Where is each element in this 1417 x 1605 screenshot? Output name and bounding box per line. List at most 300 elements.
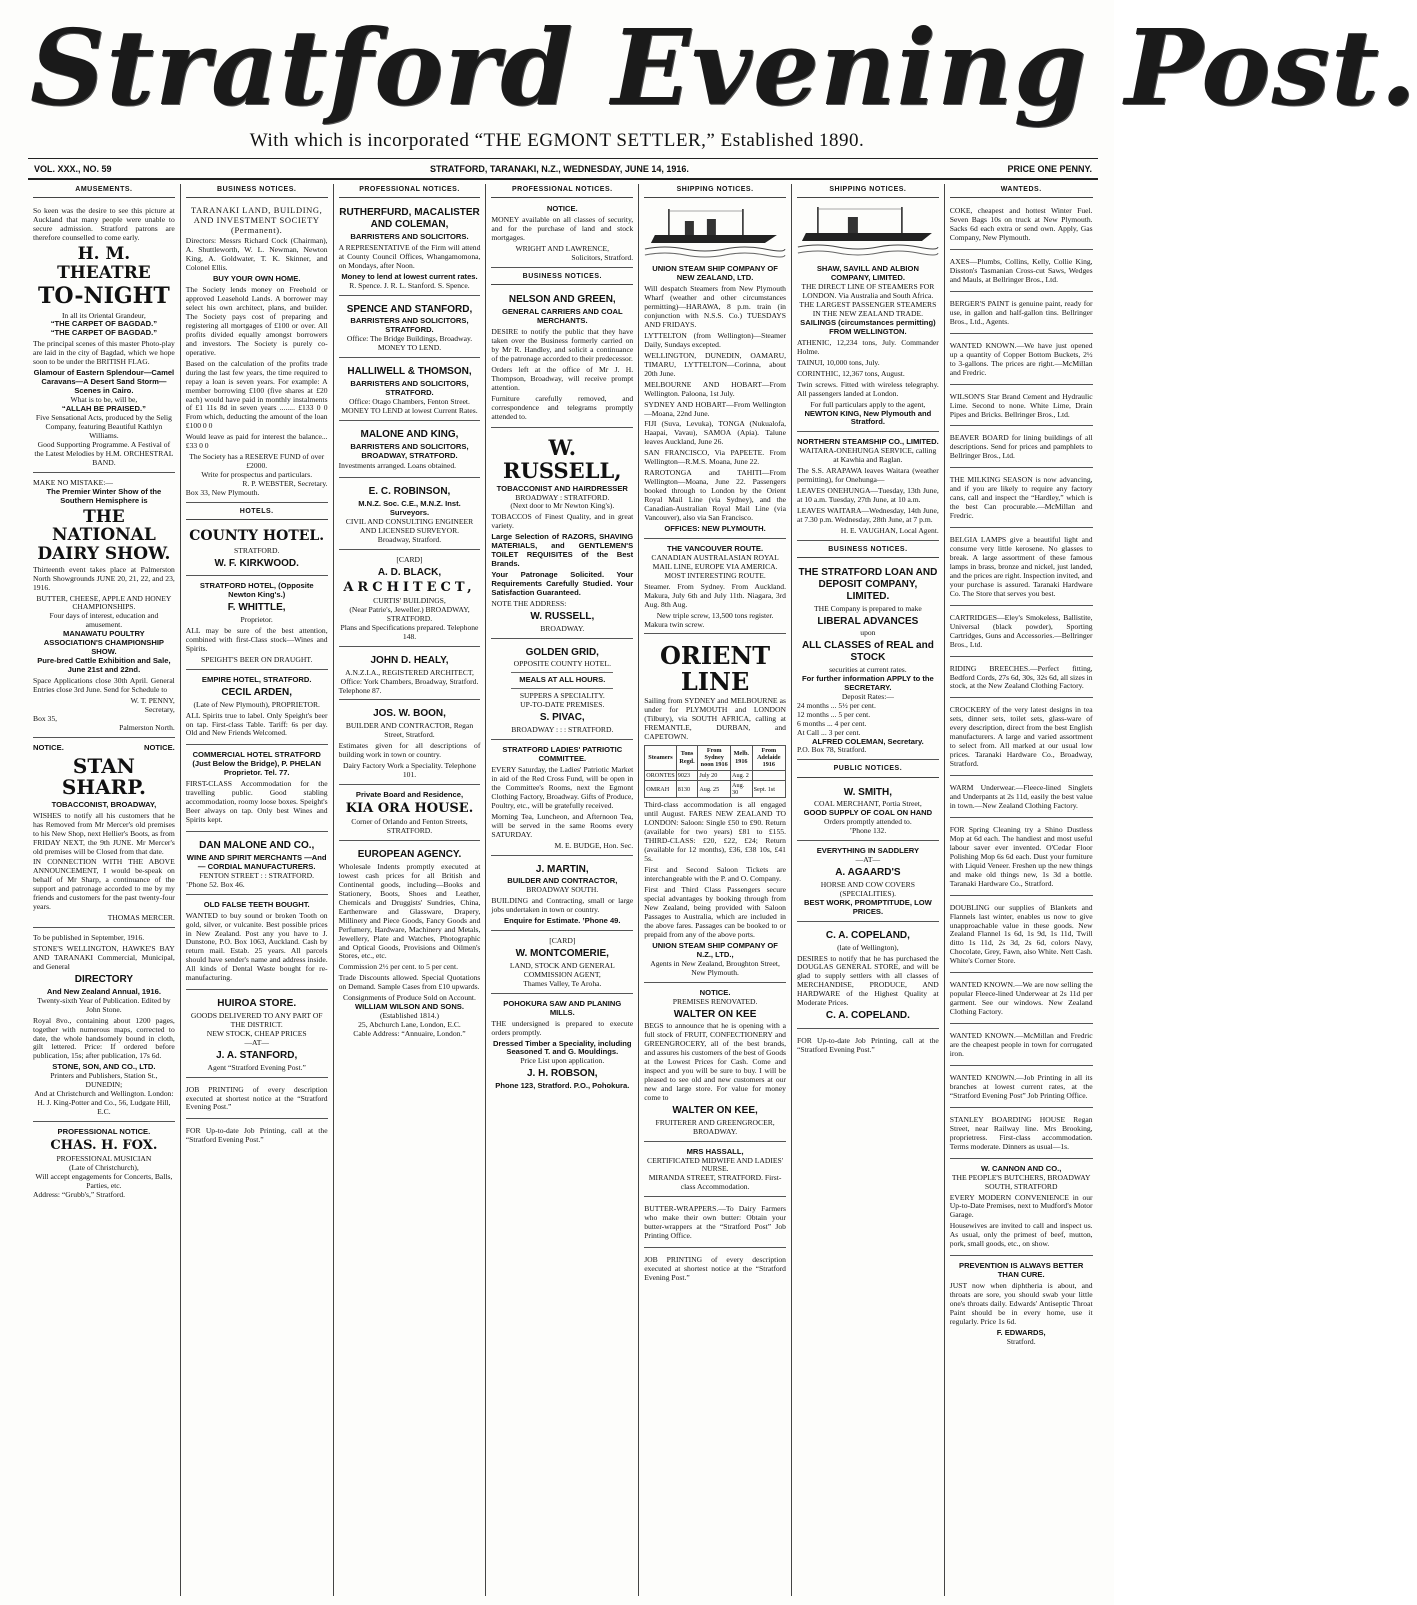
ad-shaw-savill [797,202,939,432]
edwards-town: Stratford. [1006,1336,1036,1346]
section-header-professional-2: PROFESSIONAL NOTICES. [491,184,633,198]
halliwell-money: MONEY TO LEND at lowest Current Rates. [341,405,478,415]
walter-trade: FRUITERER AND GREENGROCER, BROADWAY. [655,1117,775,1136]
spence-stanford-money: MONEY TO LEND. [377,343,442,353]
ad-theatre [33,202,175,472]
stratford-hotel-owner: F. WHITTLE, [227,602,286,614]
society-secretary: R. P. WEBSTER, Secretary. [242,479,328,489]
boon-estimates: Estimates given for all descriptions of building work in town or country. [338,741,481,760]
ad-spence-stanford [339,299,481,359]
stanley-text: STANLEY BOARDING HOUSE Regan Street, near Railway line. Mrs Brooking, proprietress. First-class accommodation. Terms moderate. Dinners as usual—1s. [949,1114,1093,1151]
martin-role: BUILDER AND CONTRACTOR, [507,876,618,886]
mills-timber: Dressed Timber a Speciality, including Seasoned T. and G. Mouldings. [493,1038,632,1057]
russell-tobaccos: TOBACCOS of Finest Quality, and in great variety. [491,512,634,531]
partners-names: R. Spence. J. R. L. Stanford. S. Spence. [349,280,470,290]
spence-stanford-role: BARRISTERS AND SOLICITORS, STRATFORD. [350,316,469,335]
ad-berger [950,295,1093,334]
boon-speciality: Dairy Factory Work a Speciality. Telephone 101. [342,761,477,780]
tonight-heading: TO-NIGHT [37,283,170,310]
ad-montcomerie [491,934,633,994]
society-terms: The Society lends money on Freehold or approved Leasehold Lands. A borrower may select his own architect, plans, and builder. The Society pays cost of preparing and registering all mortgages of £100 or over. All profits divided equally amongst borrowers and investors. The Society is purely co-operative. [185,285,328,357]
renovated-heading: PREMISES RENOVATED. [672,996,758,1006]
film-title-repeat: “THE CARPET OF BAGDAD.” [50,328,158,338]
montcomerie-role: LAND, STOCK AND GENERAL COMMISSION AGENT, [509,960,615,979]
ad-wanted-iron [950,1027,1093,1066]
stan-sharp-title: STAN SHARP. [61,753,146,799]
directory-annual: And New Zealand Annual, 1916. [46,986,161,996]
mills-name: POHOKURA SAW AND PLANING MILLS. [503,998,622,1017]
ad-throat-paint [950,1259,1093,1351]
ad-smith-coal [797,782,939,842]
agency-firm: WILLIAM WILSON AND SONS. [355,1002,464,1012]
cannon-name: W. CANNON AND CO., [981,1163,1062,1173]
ad-dan-malone [186,835,328,895]
milking-text: THE MILKING SEASON is now advancing, and if you are likely to require any factory cans, call and inspect the “Hardley,” which is the best Can procurable.—McMillan and Fredric. [949,475,1093,521]
poultry-show: MANAWATU POULTRY ASSOCIATION'S CHAMPIONSHIP SHOW. [43,629,165,657]
russell-location: (Next door to Mr Newton King's). [510,501,615,511]
section-header-business-2: BUSINESS NOTICES. [491,271,633,285]
ad-blankets [950,899,1093,974]
hassall-address: MIRANDA STREET, STRATFORD. First-class Accommodation. [648,1173,782,1192]
ad-golden-grid [491,642,633,740]
film-line: In all its Oriental Grandeur, [61,310,146,320]
ad-russell [491,431,633,638]
copeland-signature: C. A. COPELAND. [825,1010,910,1022]
beaver-text: BEAVER BOARD for lining buildings of all descriptions. Send for prices and pamphlets to Bellringer Bros., Ltd. [949,433,1093,461]
mercer-signature: THOMAS MERCER. [107,913,175,923]
loan-box: P.O. Box 78, Stratford. [796,745,867,755]
notice-heading-2: NOTICE. [699,987,731,997]
boon-role: BUILDER AND CONTRACTOR, Regan Street, Stratford. [345,721,474,740]
route-lyttelton: LYTTELTON (from Wellington)—Steamer Daily, Sundays excepted. [644,330,786,349]
nelson-furniture: Furniture carefully removed, and correspondence and telegrams promptly attended to. [491,393,634,421]
column-wanteds [945,184,1098,1596]
robinson-qualifications: M.N.Z. Soc. C.E., M.N.Z. Inst. Surveyors. [358,499,461,518]
union-company: UNION STEAM SHIP COMPANY OF NEW ZEALAND, LTD. [652,264,778,283]
job-printing-text-4: FOR Up-to-date Job Printing, call at the “Stratford Evening Post.” [796,1036,939,1054]
loan-classes: ALL CLASSES of REAL and STOCK [801,640,934,664]
deposit-rate: 24 months ... 5½ per cent. [796,700,876,710]
russell-razors: Large Selection of RAZORS, SHAVING MATERIALS, and GENTLEMEN'S TOILET REQUISITES of the Best Brands. [491,532,634,569]
table-header: Melb. 1916 [731,745,753,770]
russell-note: NOTE THE ADDRESS: [491,598,567,608]
ad-northern-steamship [797,435,939,541]
huiroa-at: —AT— [244,1037,269,1047]
malone-king-name: MALONE AND KING, [360,428,459,440]
ladies-tea: Morning Tea, Luncheon, and Afternoon Tea, will be served in the same Rooms every SATURDAY. [491,811,634,839]
blankets-text: DOUBLING our supplies of Blankets and Flannels last winter, enables us now to give unapproachable value in these goods. New Zealand Flannel 1s 6d, 1s 9d, 1s 11d, Twill ditto 1s 11d, 2s 3d, 2s 6d, colors Navy, Chocolate, Grey, Fawn, also White. Nett Cash. White's Corner Store. [949,902,1093,966]
printing-text: WANTED KNOWN.—Job Printing in all its branches at lowest current rates, at the “Stratford Evening Post” Job Printing Office. [949,1072,1093,1100]
directory-heading: DIRECTORY [74,973,134,985]
steamship-illustration [644,207,786,259]
cannon-role: THE PEOPLE'S BUTCHERS, BROADWAY SOUTH, STRATFORD [951,1172,1091,1191]
hassall-name: MRS HASSALL, [686,1146,744,1156]
money-text: MONEY available on all classes of security, and for the purchase of land and stock mortgages. [491,215,634,243]
ad-european-agency [339,844,481,1043]
kia-ora-name: KIA ORA HOUSE. [345,800,474,816]
huiroa-name: HUIROA STORE. [217,998,297,1010]
secretary-title: Secretary, [144,704,175,714]
nelson-text: DESIRE to notify the public that they have taken over the Business formerly carried on by Mr R. Handley, and solicit a continuance of the patronage accorded to their predecessor. [491,326,634,363]
musician-title: PROFESSIONAL MUSICIAN [56,1154,152,1164]
card-label: [CARD] [396,555,423,564]
teeth-heading: OLD FALSE TEETH BOUGHT. [203,899,310,909]
orient-interchange: First and Second Saloon Tickets are interchangeable with the P. and O. Company. [644,865,786,884]
golden-grid-owner: S. PIVAC, [539,712,585,724]
deposit-heading: Deposit Rates:— [841,691,894,701]
table-cell: 9023 [676,770,698,780]
vancouver-triple: New triple screw, 13,500 tons register. [656,610,774,620]
black-name: A. D. BLACK, [377,566,442,578]
ad-healy [339,650,481,701]
golden-grid-name: GOLDEN GRID, [525,646,599,658]
table-header: Steamers [645,745,677,770]
route-san-francisco: SAN FRANCISCO, Via PAPEETE. From Wellington—R.M.S. Moana, June 22. [644,448,786,467]
spence-stanford-office: Office: The Bridge Buildings, Broadway. [346,334,473,344]
volume-number: VOL. XXX., NO. 59 [34,163,112,174]
shaw-agent: NEWTON KING, New Plymouth and Stratford. [804,408,932,427]
shaw-particulars: For full particulars apply to the agent, [810,399,926,409]
ad-black [339,553,481,647]
ad-malone-king [339,424,481,479]
dairy-show-title: THE NATIONAL DAIRY SHOW. [37,506,171,564]
healy-office: Office: York Chambers, Broadway, Stratford. [340,676,479,686]
nelson-role: GENERAL CARRIERS AND COAL MERCHANTS. [501,307,623,325]
ad-musician [33,1125,175,1204]
ad-spring-cleaning [950,821,1093,896]
column-amusements [28,184,181,1596]
agency-established: (Established 1814.) [379,1011,440,1021]
golden-grid-suppers: SUPPERS A SPECIALITY. [519,691,605,701]
section-header-shipping: SHIPPING NOTICES. [644,184,786,198]
table-header-row [645,745,786,770]
halliwell-name: HALLIWELL & THOMSON, [347,366,472,378]
golden-grid-location: OPPOSITE COUNTY HOTEL. [513,659,611,669]
spring-text: FOR Spring Cleaning try a Shino Dustless Mop at 6d each. The handiest and most useful labour saver ever invented. O'Cedar Floor Polishing Mop 6s 6d each. Dust your furniture with Liquid Veneer. Freshen up the new things and make old things new, 1s 3d a bottle. Taranaki Hardware Co., Stratford. [949,824,1093,888]
boon-name: JOS. W. BOON, [373,708,446,720]
ad-kia-ora [339,788,481,841]
dateline-bar [28,158,1098,180]
copeland-origin: (late of Wellington), [837,942,899,952]
orient-line-title: ORIENT LINE [660,641,771,696]
section-header-professional: PROFESSIONAL NOTICES. [339,184,481,198]
halliwell-role: BARRISTERS AND SOLICITORS, STRATFORD. [350,378,469,397]
society-directors: Directors: Messrs Richard Cock (Chairman), A. Shuttleworth, W. L. Newman, Newton King, A. Goldwater, T. K. Skinner, and Colonel Ellis. [185,236,328,273]
fleece-text: WANTED KNOWN.—We are now selling the popular Fleece-lined Underwear at 2s 11d per garment. See our windows. New Zealand Clothing Factory. [949,980,1093,1017]
russell-address-2: BROADWAY. [540,623,585,633]
walter-name: WALTER ON KEE [673,1008,757,1020]
ad-butter-wrappers [644,1200,786,1248]
ad-robinson [339,481,481,550]
orient-advantages: First and Third Class Passengers secure special advantages by booking through from New Zealand, being provided with Saloon Passages to Australia, which are included in the above fares. Passages can be booked to or prepaid from any of the above ports. [644,885,786,939]
theatre-name: H. M. THEATRE [57,244,151,283]
iron-text: WANTED KNOWN.—McMillan and Fredric are the cheapest people in town for corrugated iron. [949,1031,1093,1059]
table-cell: July 20 [698,770,731,780]
table-header: Tons Regd. [676,745,698,770]
ad-money-available [491,202,633,268]
shaw-direct: THE DIRECT LINE OF STEAMERS FOR LONDON. Via Australia and South Africa. [801,282,935,301]
martin-name: J. MARTIN, [535,863,589,875]
loan-secretary: ALFRED COLEMAN, Secretary. [812,736,924,746]
route-rarotonga: RAROTONGA and TAHITI—From Wellington—Moana, June 22. Passengers booked through to London by the Orient Royal Mail Line (via Sydney), and the Canadian-Australian Royal Mail Line (via Vancouver), also via San Francisco. [644,468,786,522]
deposit-rate: 6 months ... 4 per cent. [796,718,867,728]
empire-hotel-text: ALL Spirits true to label. Only Speight's beer on tap. First-class Table. Tariff: 6s per day. Old and New Friends Welcomed. [185,710,328,738]
malone-trade: WINE AND SPIRIT MERCHANTS —And— CORDIAL MANUFACTURERS. [186,852,327,871]
hassall-role: CERTIFICATED MIDWIFE AND LADIES' NURSE. [647,1155,784,1174]
society-title: TARANAKI LAND, BUILDING, AND INVESTMENT SOCIETY (Permanent). [191,205,323,236]
film-acts: Five Sensational Acts, produced by the Selig Company, featuring Beautiful Kathlyn Williams. [35,413,172,440]
nelson-name: NELSON AND GREEN, [508,294,616,306]
route-melbourne: MELBOURNE AND HOBART—From Wellington. Paloona, 1st July. [644,379,786,398]
ad-stratford-hotel [186,579,328,669]
steamship-illustration [797,207,939,259]
directory-year: Twenty-sixth Year of Publication. Edited by John Stone. [37,995,171,1014]
shaw-sailings: SAILINGS (circumstances permitting) FROM WELLINGTON. [800,317,936,336]
notice-right: NOTICE. [143,742,175,752]
robinson-name: E. C. ROBINSON, [368,486,451,498]
martin-phone: Enquire for Estimate. ’Phone 49. [504,916,621,926]
table-row [645,780,786,798]
huiroa-goods: GOODS DELIVERED TO ANY PART OF THE DISTRICT. [190,1011,323,1029]
table-header: From Sydney noon 1916 [698,745,731,770]
ad-warm-underwear [950,779,1093,818]
section-header-business: BUSINESS NOTICES. [186,184,328,198]
agency-trade: Trade Discounts allowed. Special Quotations on Demand. Sample Cases from £10 upwards. [338,973,481,992]
mills-price: Price List upon application. [520,1056,605,1066]
musician-address: Address: “Grubb's,” Stratford. [33,1190,126,1200]
ad-martin [491,859,633,932]
northern-onehunga: LEAVES ONEHUNGA—Tuesday, 13th June, at 10 a.m. Tuesday, 27th June, at 10 a.m. [796,486,939,505]
secretary-town: Palmerston North. [119,722,175,732]
table-cell: ORONTES [646,771,675,779]
film-scenes: Glamour of Eastern Splendour—Camel Caravans—A Desert Sand Storm—Scenes in Cairo. [33,368,175,396]
shaw-twin: Twin screws. Fitted with wireless telegraphy. All passengers landed at London. [796,379,939,398]
halliwell-office: Office: Otago Chambers, Fenton Street. [349,396,470,406]
ad-job-printing-2 [186,1122,328,1151]
huiroa-agent: Agent “Stratford Evening Post.” [207,1062,306,1072]
golden-grid-address: BROADWAY : : : STRATFORD. [511,725,614,735]
deposit-rate: At Call ... 3 per cent. [796,727,861,737]
golden-grid-meals: MEALS AT ALL HOURS. [519,675,606,685]
wright-role: Solicitors, Stratford. [571,253,634,263]
loan-prepared: THE Company is prepared to make [814,603,922,613]
film-quote: What is to be, will be, [70,395,138,405]
healy-role: A.N.Z.I.A., REGISTERED ARCHITECT, [345,667,474,677]
kia-ora-town: STRATFORD. [386,826,433,836]
ship-corinthic: CORINTHIC, 12,367 tons, August. [796,368,905,378]
union-despatch: Will despatch Steamers from New Plymouth Wharf (weather and other circumstances permitting)—HARAWA, 8 p.m. train (in conjunction with N.S.S. Co.) TUESDAYS AND FRIDAYS. [644,284,786,329]
ad-cannon-butchers [950,1162,1093,1257]
ad-belgia-lamps [950,531,1093,606]
secretary-box: Box 35, [33,713,58,723]
stratford-hotel-beer: SPEIGHT'S BEER ON DRAUGHT. [201,654,313,664]
mills-owner: J. H. ROBSON, [527,1068,598,1080]
nelson-orders: Orders left at the office of Mr J. H. Thompson, Broadway, will receive prompt attention. [491,364,634,392]
ad-job-printing-3 [644,1251,786,1289]
stratford-hotel-name: STRATFORD HOTEL, (Opposite Newton King's.) [199,581,314,600]
intro-text: So keen was the desire to see this picture at Auckland that many people were unable to secure admission. Stratford patrons are therefore counselled to come early. [33,206,175,243]
loan-apply: For further information APPLY to the SECRETARY. [801,673,934,692]
loan-securities: securities at current rates. [829,664,907,674]
ad-job-printing [186,1081,328,1120]
section-header-wanteds: WANTEDS. [950,184,1093,198]
loan-upon: upon [860,628,876,638]
russell-address: BROADWAY : STRATFORD. [515,492,610,502]
cattle-sale: Pure-bred Cattle Exhibition and Sale, June 21st and 22nd. [37,656,171,675]
ad-copeland [797,925,939,1029]
masthead-title: Stratford Evening Post. [30,6,1417,129]
vancouver-line: CANADIAN AUSTRALASIAN ROYAL MAIL LINE, EUROPE VIA AMERICA. MOST INTERESTING ROUTE. [651,552,779,580]
smith-phone: ’Phone 132. [849,826,887,836]
vancouver-title: THE VANCOUVER ROUTE. [667,543,764,553]
deposit-rate: 12 months ... 5 per cent. [796,709,871,719]
society-reserve: The Society has a RESERVE FUND of over £2000. [189,452,325,471]
ad-cartridges [950,609,1093,657]
agency-commission: Commission 2½ per cent. to 5 per cent. [338,962,458,972]
section-header-hotels: HOTELS. [186,506,328,520]
mills-text: THE undersigned is prepared to execute orders promptly. [491,1018,634,1037]
cannon-housewives: Housewives are invited to call and inspect us. As usual, only the primest of beef, mutton, pork, small goods, etc., on show. [949,1221,1093,1249]
ad-job-printing-4 [797,1032,939,1061]
table-header: From Adelaide 1916 [752,745,785,770]
copeland-name: C. A. COPELAND, [825,929,910,941]
ad-commercial-hotel [186,748,328,832]
ad-huiroa-store [186,993,328,1077]
ladies-heading: STRATFORD LADIES' PATRIOTIC COMMITTEE. [502,745,623,763]
teeth-text: WANTED to buy sound or broken Tooth on gold, silver, or vulcanite. Best possible prices in New Zealand. Post any you have to J. Dunstone, P.O. Box 1063, Auckland. Cash by return mail. Estab. 25 years. All parcels should have sender's name and address inside. All kinds of Dental Waste bought for re-manufacturing. [185,910,328,983]
ad-union-steam [644,202,786,539]
musician-name: CHAS. H. FOX. [50,1138,158,1154]
section-header-shipping-2: SHIPPING NOTICES. [797,184,939,198]
loan-advances: LIBERAL ADVANCES [817,615,919,627]
black-phone: Plans and Specifications prepared. Telephone 148. [340,622,479,641]
notice-heading: NOTICE. [546,204,578,214]
agaard-at: —AT— [855,855,881,865]
buckets-text: WANTED KNOWN.—We have just opened up a quantity of Copper Bottom Buckets, 2½ to 3-gallons. The prices are right.—McMillan and Fredric. [949,340,1093,377]
walter-text: BEGS to announce that he is opening with a full stock of FRUIT, CONFECTIONERY and GREENGROCERY, all of the best brands, and assures his customers of the best of Goods at the Lowest Prices for Cash. Come and inspect and you will be sure to buy. I will be pleased to see old and new customers at our new and large store. For value for money come to [644,1021,786,1102]
premier-line: The Premier Winter Show of the Southern Hemisphere is [46,486,162,505]
rutherfurd-name: RUTHERFURD, MACALISTER AND COLEMAN, [339,207,480,231]
show-interest: Four days of interest, education and amusement. [49,611,159,630]
shaw-company: SHAW, SAVILL AND ALBION COMPANY, LIMITED. [816,264,919,283]
directory-title: STONE'S WELLINGTON, HAWKE'S BAY AND TARANAKI Commercial, Municipal, and General [33,944,175,972]
job-printing-text-2: FOR Up-to-date Job Printing, call at the “Stratford Evening Post.” [185,1126,328,1145]
society-example: Based on the calculation of the profits trade during the last few years, the time required to repay a loan is seven years. For example: A member borrowing £100 (five shares at £20 each) would have paid in monthly instalments of £1 11s 8d in seven years ........ £133 0 0 From which, deducting the amount of the loan £100 0 0 [185,358,328,431]
prevention-heading: PREVENTION IS ALWAYS BETTER THAN CURE. [959,1261,1084,1280]
agency-cable: Cable Address: “Annuaire, London.” [353,1029,466,1039]
northern-waitara: LEAVES WAITARA—Wednesday, 14th June, at 7.30 p.m. Wednesday, 28th June, at 7 p.m. [796,506,939,525]
show-dates: Thirteenth event takes place at Palmerston North Showgrounds JUNE 20, 21, 22, and 23, 1916. [33,564,175,592]
russell-role: TOBACCONIST AND HAIRDRESSER [496,483,628,493]
malone-address: FENTON STREET : : STRATFORD. [199,870,315,880]
orient-schedule-table [644,745,786,799]
huiroa-owner: J. A. STANFORD, [216,1049,298,1061]
rutherfurd-role: BARRISTERS AND SOLICITORS. [350,231,469,241]
agency-consignments: Consignments of Produce Sold on Account. [343,993,476,1003]
job-printing-text-3: JOB PRINTING of every description executed at shortest notice at the “Stratford Evening Post.” [644,1255,786,1283]
underwear-text: WARM Underwear.—Fleece-lined Singlets and Underpants at 2s 11d, easily the best value in town.—New Zealand Clothing Factory. [949,783,1093,810]
ad-stanley-boarding [950,1111,1093,1159]
issue-price: PRICE ONE PENNY. [1007,163,1092,174]
wright-name: WRIGHT AND LAWRENCE, [515,244,610,254]
vancouver-twin: Makura twin screw. [644,619,705,629]
county-hotel-name: COUNTY HOTEL. [189,528,325,545]
mercer-notice: IN CONNECTION WITH THE ABOVE ANNOUNCEMENT, I would be-speak on behalf of Mr Sharp, a continuance of the support and patronage accorded to me by my friends and customers for the past twenty-four years. [33,857,175,912]
spence-stanford-name: SPENCE AND STANFORD, [346,303,473,315]
agaard-heading: EVERYTHING IN SADDLERY [816,846,920,856]
copeland-text: DESIRES to notify that he has purchased the DOUGLAS GENERAL STORE, and will be glad to supply settlers with all classes of MERCHANDISE, PRODUCE, AND HARDWARE of the Highest Quality at Moderate Prices. [796,953,939,1008]
black-building: CURTIS' BUILDINGS, [373,596,446,606]
smith-role: COAL MERCHANT, Portia Street, [813,799,922,809]
route-fiji: FIJI (Suva, Levuka), TONGA (Nukualofa, Haapai, Vavau), SAMOA (Apia). Talune leaves Auckland, June 26. [644,419,786,447]
ad-coke [950,202,1093,250]
ad-beaver-board [950,429,1093,468]
ad-wanted-printing [950,1069,1093,1108]
ad-hassall [644,1145,786,1198]
martin-text: BUILDING and Contracting, small or large jobs undertaken in town or country. [491,896,634,915]
notice-row [33,744,175,753]
rutherfurd-text: A REPRESENTATIVE of the Firm will attend at County Council Offices, Whangamomona, on Mondays, after Noon. [338,242,481,270]
shaw-largest: THE LARGEST PASSENGER STEAMERS IN THE NEW ZEALAND TRADE. [799,300,937,318]
ad-wanted-fleece [950,976,1093,1024]
section-header-business-3: BUSINESS NOTICES. [797,544,939,558]
directory-published: To be published in September, 1916. [33,933,145,943]
ad-nelson-green [491,289,633,428]
kia-ora-address: Corner of Orlando and Fenton Streets, [351,817,468,827]
healy-name: JOHN D. HEALY, [370,654,449,666]
section-header-amusements: AMUSEMENTS. [33,184,175,198]
musician-origin: (Late of Christchurch), [69,1163,139,1173]
commercial-hotel-name: COMMERCIAL HOTEL STRATFORD (Just Below the Bridge), P. PHELAN Proprietor. Tel. 77. [192,750,321,778]
directory-publisher: STONE, SON, AND CO., LTD. [52,1062,156,1072]
ad-axes [950,253,1093,292]
table-cell: 8130 [676,780,698,798]
society-write: Write for prospectus and particulars. [201,470,313,480]
coke-text: COKE, cheapest and hottest Winter Fuel. Seven Bags 10s on truck at New Plymouth. Sacks 6d each extra or send own. Apply, Gas Company, New Plymouth. [949,206,1093,243]
loan-company-name: THE STRATFORD LOAN AND DEPOSIT COMPANY, LIMITED. [798,567,938,602]
table-cell: Aug. 2 [731,770,753,780]
prof-notice-heading: PROFESSIONAL NOTICE. [57,1127,151,1137]
riding-text: RIDING BREECHES.—Perfect fitting, Bedford Cords, 27s 6d, 30s, 32s 6d, all sizes in stock, at the New Zealand Clothing Factory. [949,663,1093,691]
column-professional-1 [334,184,487,1596]
table-cell: Sept. 1st [752,780,785,798]
table-cell: Aug. 30 [731,780,753,798]
applications: Space Applications close 30th April. General Entries close 3rd June. Send for Schedule to [33,676,175,695]
society-slogan: BUY YOUR OWN HOME. [212,274,301,284]
empire-hotel-owner: CECIL ARDEN, [221,686,292,698]
malone-phone: ’Phone 52. Box 46. [185,879,245,889]
smith-name: W. SMITH, [843,786,893,798]
ad-milking-season [950,471,1093,528]
divider [511,672,613,673]
crockery-text: CROCKERY of the very latest designs in tea sets, dinner sets, toilet sets, glass-ware of every description, direct from the best English manufacturers. A large and varied assortment to select from. All marked at our usual low prices. Taranaki Hardware Co., Broadway, Stratford. [949,705,1093,769]
stratford-hotel-text: ALL may be sure of the best attention, combined with first-Class stock—Wines and Spirits. [185,626,328,653]
rutherfurd-money: Money to lend at lowest current rates. [341,271,478,281]
cartridges-text: CARTRIDGES—Eley's Smokeless, Ballistite, Universal (black powder), Sporting Cartridges, Guns and Accessories.—Bellringer Bros., Ltd. [949,612,1093,649]
musician-engagements: Will accept engagements for Concerts, Balls, Parties, etc. [35,1172,173,1191]
robinson-role: CIVIL AND CONSULTING ENGINEER AND LICENSED SURVEYOR. [345,517,474,536]
stratford-hotel-role: Proprietor. [240,615,273,625]
ladies-text: EVERY Saturday, the Ladies' Patriotic Market in aid of the Red Cross Fund, will be open in the Committee's Rooms, next the Egmont Clothing Factory, Broadway. Gifts of Produce, Poultry, etc., will be gratefully received. [491,764,634,810]
issue-date: STRATFORD, TARANAKI, N.Z., WEDNESDAY, JUNE 14, 1916. [430,163,689,174]
ad-orient-line [644,637,786,982]
robinson-address: Broadway, Stratford. [377,535,442,545]
ad-vancouver-route [644,542,786,635]
montcomerie-name: W. MONTCOMERIE, [515,948,609,960]
smith-orders: Orders promptly attended to. [824,817,912,827]
martin-address: BROADWAY SOUTH. [526,885,599,895]
ad-land-society [186,202,328,503]
